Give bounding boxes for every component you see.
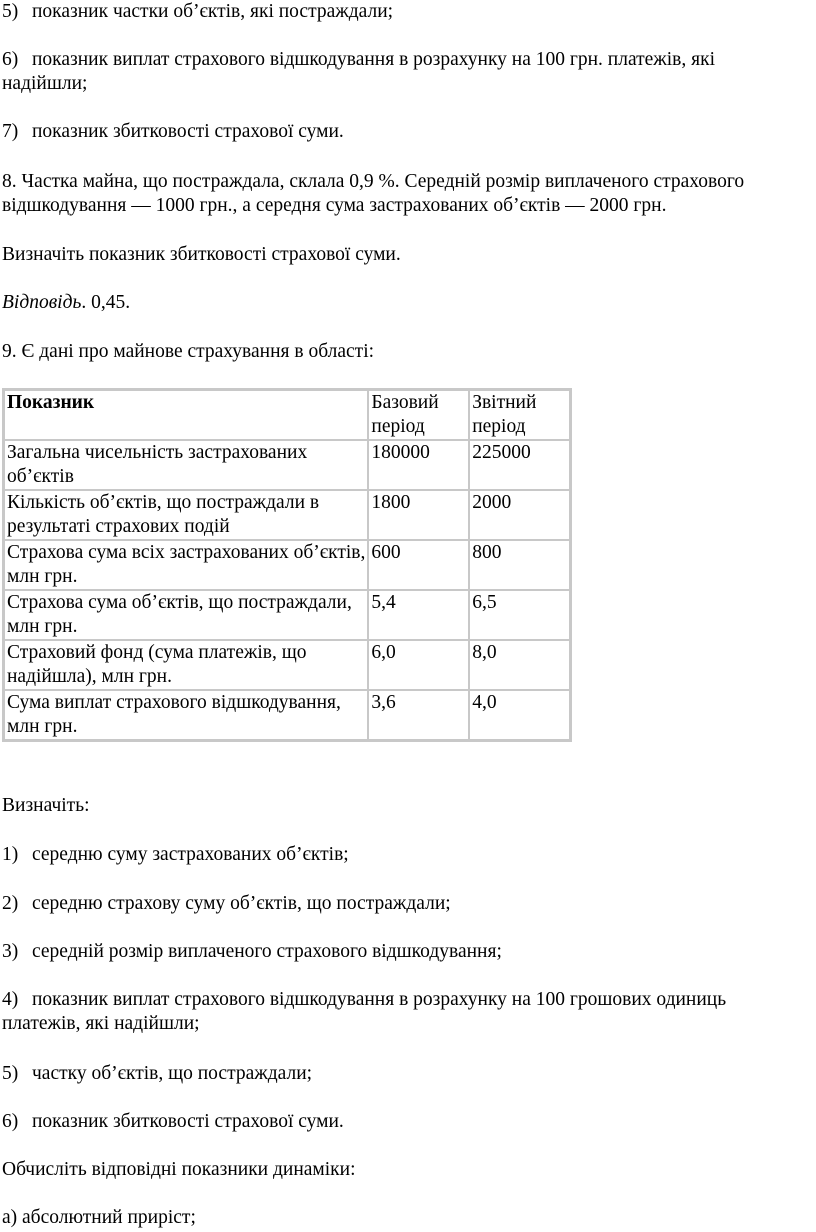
list-item [2,892,802,916]
table-cell: Сума виплат страхового відшкодування, млн грн. [4,690,368,740]
item-number: 6) [2,49,19,70]
table-cell: 225000 [469,440,570,490]
item-number: 6) [2,1111,19,1132]
table-row [4,440,570,490]
table-cell: 8,0 [469,640,570,690]
table-cell: 5,4 [368,590,469,640]
list-item [2,1110,802,1134]
item-number: 1) [2,844,19,865]
answer-value: . 0,45. [81,292,131,313]
table-header-row [4,390,570,440]
table-row [4,690,570,740]
list-item [2,988,802,1036]
task9-intro: 9. Є дані про майнове страхування в області: [2,341,375,362]
item-text: середню суму застрахованих об’єктів; [32,844,349,865]
table-row [4,590,570,640]
table-row [4,490,570,540]
task8-text: 8. Частка майна, що постраждала, склала 0,9 %. Середній розмір виплаченого страхового відшкодування — 1000 грн., а середня сума застрахованих об’єктів — 2000 грн. [2,171,745,216]
table-header-cell: Базовий період [368,390,469,440]
item-number: 7) [2,121,19,142]
item-number: 4) [2,989,19,1010]
item-text: показник виплат страхового відшкодування в розрахунку на 100 грошових одиниць платежів, які надійшли; [2,989,727,1034]
list-item [2,940,802,964]
item-number: 5) [2,1,19,22]
item-text: показник збитковості страхової суми. [32,1111,344,1132]
table-cell: 800 [469,540,570,590]
table-cell: Кількість об’єктів, що постраждали в результаті страхових подій [4,490,368,540]
table-cell: 4,0 [469,690,570,740]
dynamics-item: а) абсолютний приріст; [2,1207,196,1228]
table-cell: Страхова сума всіх застрахованих об’єктів, млн грн. [4,540,368,590]
item-number: 2) [2,893,19,914]
table-cell: 2000 [469,490,570,540]
table-cell: 3,6 [368,690,469,740]
table-cell: Страховий фонд (сума платежів, що надійшла), млн грн. [4,640,368,690]
table-header-cell: Звітний період [469,390,570,440]
item-text: частку об’єктів, що постраждали; [32,1063,313,1084]
task8-answer [2,291,802,315]
answer-label: Відповідь [2,292,82,313]
item-number: 5) [2,1063,19,1084]
determine-heading: Визначіть: [2,795,90,816]
list-item [2,843,802,867]
list-item [2,120,802,144]
table-header-cell: Показник [4,390,368,440]
dynamics-heading: Обчисліть відповідні показники динаміки: [2,1159,356,1180]
item-number: 3) [2,941,19,962]
table-cell: 6,0 [368,640,469,690]
table-cell: 6,5 [469,590,570,640]
data-table [2,388,572,742]
item-text: середній розмір виплаченого страхового відшкодування; [32,941,502,962]
task8-question: Визначіть показник збитковості страхової суми. [2,244,401,265]
list-item [2,0,802,24]
table-cell: Загальна чисельність застрахованих об’єктів [4,440,368,490]
list-item [2,48,802,96]
item-text: середню страхову суму об’єктів, що постраждали; [32,893,451,914]
table-row [4,540,570,590]
table-cell: 1800 [368,490,469,540]
table-cell: Страхова сума об’єктів, що постраждали, млн грн. [4,590,368,640]
table-cell: 180000 [368,440,469,490]
table-cell: 600 [368,540,469,590]
item-text: показник виплат страхового відшкодування в розрахунку на 100 грн. платежів, які надійшли; [2,49,715,94]
table-row [4,640,570,690]
list-item [2,1062,802,1086]
item-text: показник збитковості страхової суми. [32,121,344,142]
item-text: показник частки об’єктів, які постраждали; [32,1,394,22]
